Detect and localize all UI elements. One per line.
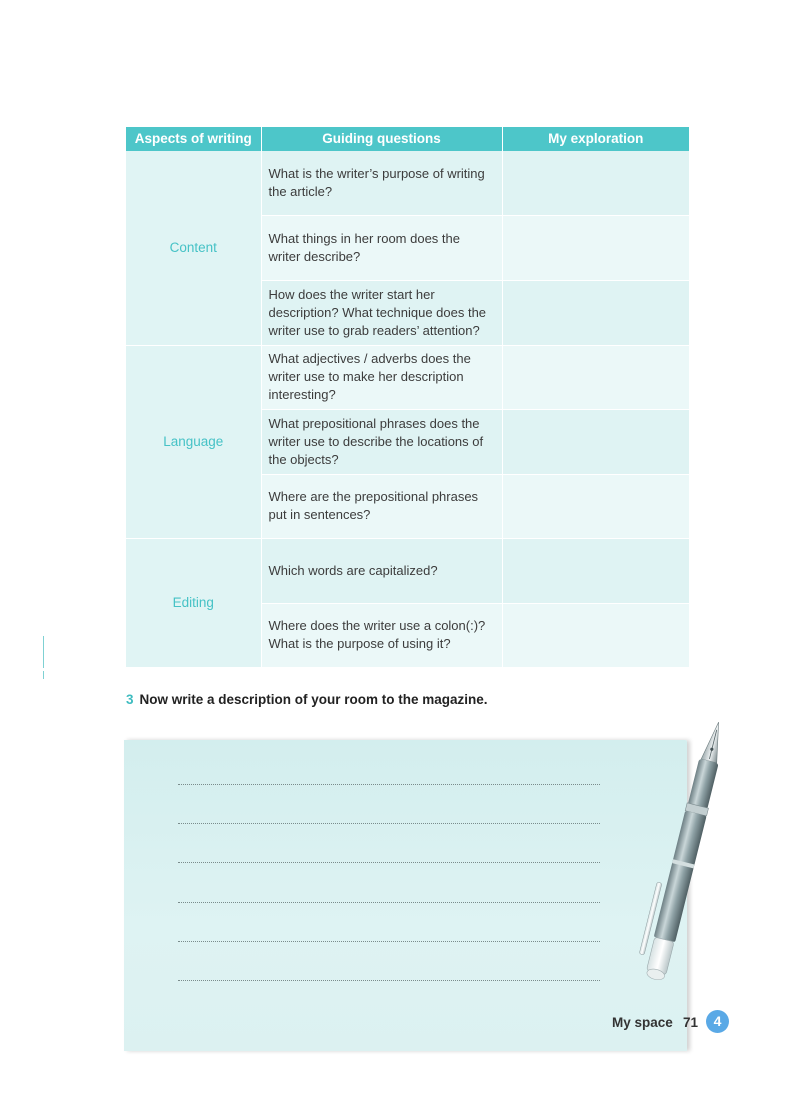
guiding-question: Where are the prepositional phrases put in sentences? [261,474,502,538]
exploration-cell[interactable] [502,345,689,409]
margin-mark [43,671,44,679]
table-header-row [126,127,689,151]
page-number: 71 [683,1015,699,1030]
guiding-question: What things in her room does the writer describe? [261,215,502,280]
exploration-cell[interactable] [502,151,689,215]
header-aspects: Aspects of writing [126,127,261,151]
header-guiding-questions: Guiding questions [261,127,502,151]
exploration-cell[interactable] [502,280,689,345]
unit-number-badge: 4 [706,1010,729,1033]
writing-card[interactable] [124,740,687,1051]
header-my-exploration: My exploration [502,127,689,151]
exploration-cell[interactable] [502,538,689,603]
margin-mark [43,636,44,668]
guiding-question: What is the writer’s purpose of writing the article? [261,151,502,215]
guiding-question: What prepositional phrases does the writer use to describe the locations of the objects? [261,409,502,474]
footer-unit-title: My space [612,1015,673,1030]
aspect-content: Content [126,151,261,345]
exploration-cell[interactable] [502,215,689,280]
fountain-pen-icon [630,712,740,1002]
writing-line[interactable] [178,941,600,942]
exploration-cell[interactable] [502,603,689,667]
exploration-cell[interactable] [502,474,689,538]
aspect-language: Language [126,345,261,538]
table-row [126,345,689,409]
writing-aspects-table [126,127,689,668]
task-number: 3 [126,692,134,707]
guiding-question: Which words are capitalized? [261,538,502,603]
guiding-question: How does the writer start her description? What technique does the writer use to grab readers’ attention? [261,280,502,345]
exploration-cell[interactable] [502,409,689,474]
guiding-question: Where does the writer use a colon(:)? What is the purpose of using it? [261,603,502,667]
writing-line[interactable] [178,902,600,903]
table-row [126,151,689,215]
writing-line[interactable] [178,980,600,981]
task-instruction [126,692,488,707]
table-row [126,538,689,603]
writing-line[interactable] [178,862,600,863]
task-text: Now write a description of your room to the magazine. [139,692,488,707]
writing-line[interactable] [178,784,600,785]
aspect-editing: Editing [126,538,261,667]
guiding-question: What adjectives / adverbs does the writer use to make her description interesting? [261,345,502,409]
writing-line[interactable] [178,823,600,824]
